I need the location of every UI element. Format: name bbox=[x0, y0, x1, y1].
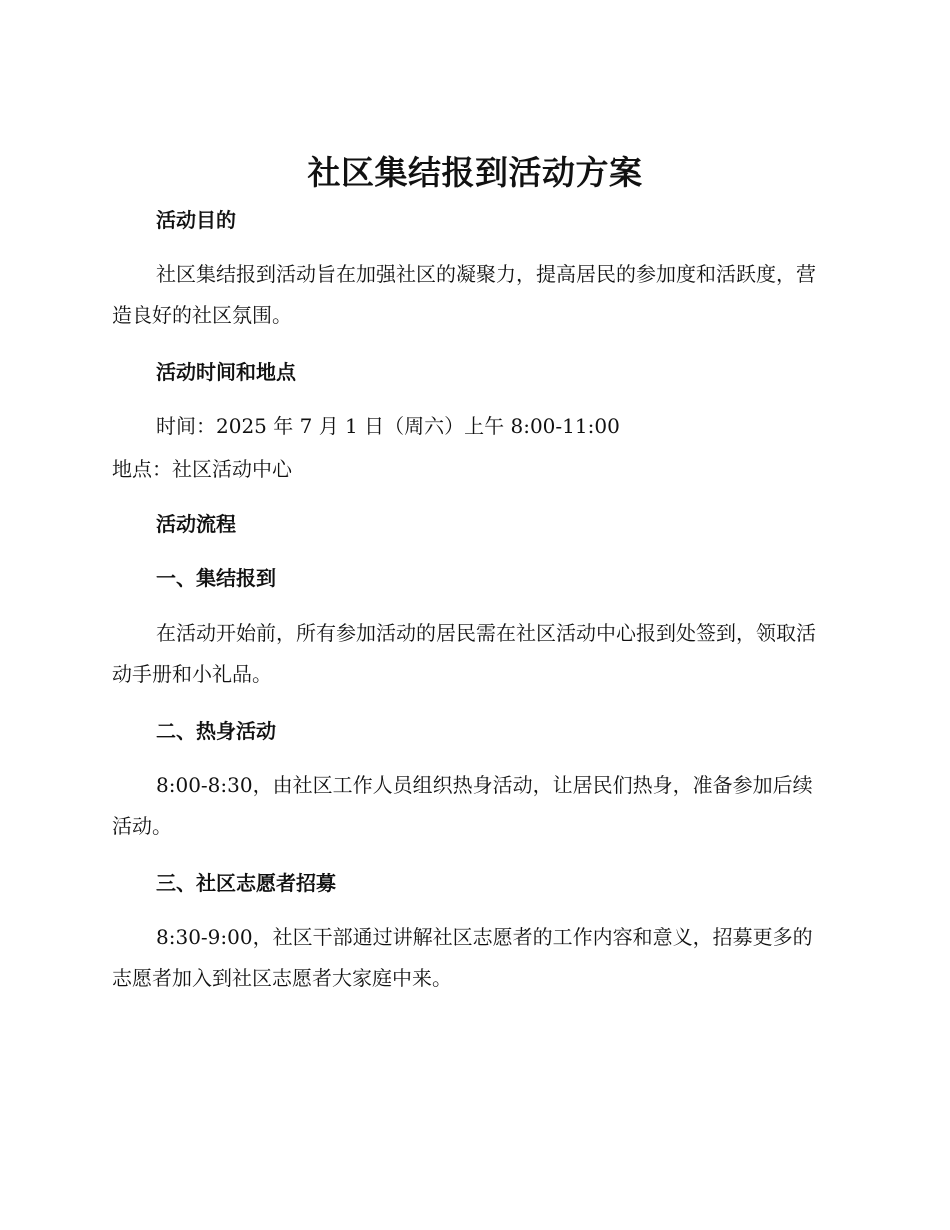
heading-purpose: 活动目的 bbox=[156, 208, 236, 232]
heading-step-1: 一、集结报到 bbox=[156, 566, 276, 590]
paragraph-purpose: 社区集结报到活动旨在加强社区的凝聚力，提高居民的参加度和活跃度，营造良好的社区氛围。 bbox=[112, 262, 816, 327]
paragraph-step-1: 在活动开始前，所有参加活动的居民需在社区活动中心报到处签到，领取活动手册和小礼品。 bbox=[112, 621, 816, 686]
event-time: 时间：2025 年 7 月 1 日（周六）上午 8:00-11:00 bbox=[156, 414, 620, 438]
heading-step-3: 三、社区志愿者招募 bbox=[156, 871, 336, 895]
paragraph-step-2: 8:00-8:30，由社区工作人员组织热身活动，让居民们热身，准备参加后续活动。 bbox=[112, 773, 813, 838]
paragraph-step-3: 8:30-9:00，社区干部通过讲解社区志愿者的工作内容和意义，招募更多的志愿者加入到社区志愿者大家庭中来。 bbox=[112, 925, 813, 990]
heading-step-2: 二、热身活动 bbox=[156, 719, 276, 743]
event-place: 地点：社区活动中心 bbox=[112, 457, 292, 481]
heading-process: 活动流程 bbox=[156, 512, 236, 536]
document-title: 社区集结报到活动方案 bbox=[307, 153, 643, 192]
heading-time-place: 活动时间和地点 bbox=[156, 360, 296, 384]
